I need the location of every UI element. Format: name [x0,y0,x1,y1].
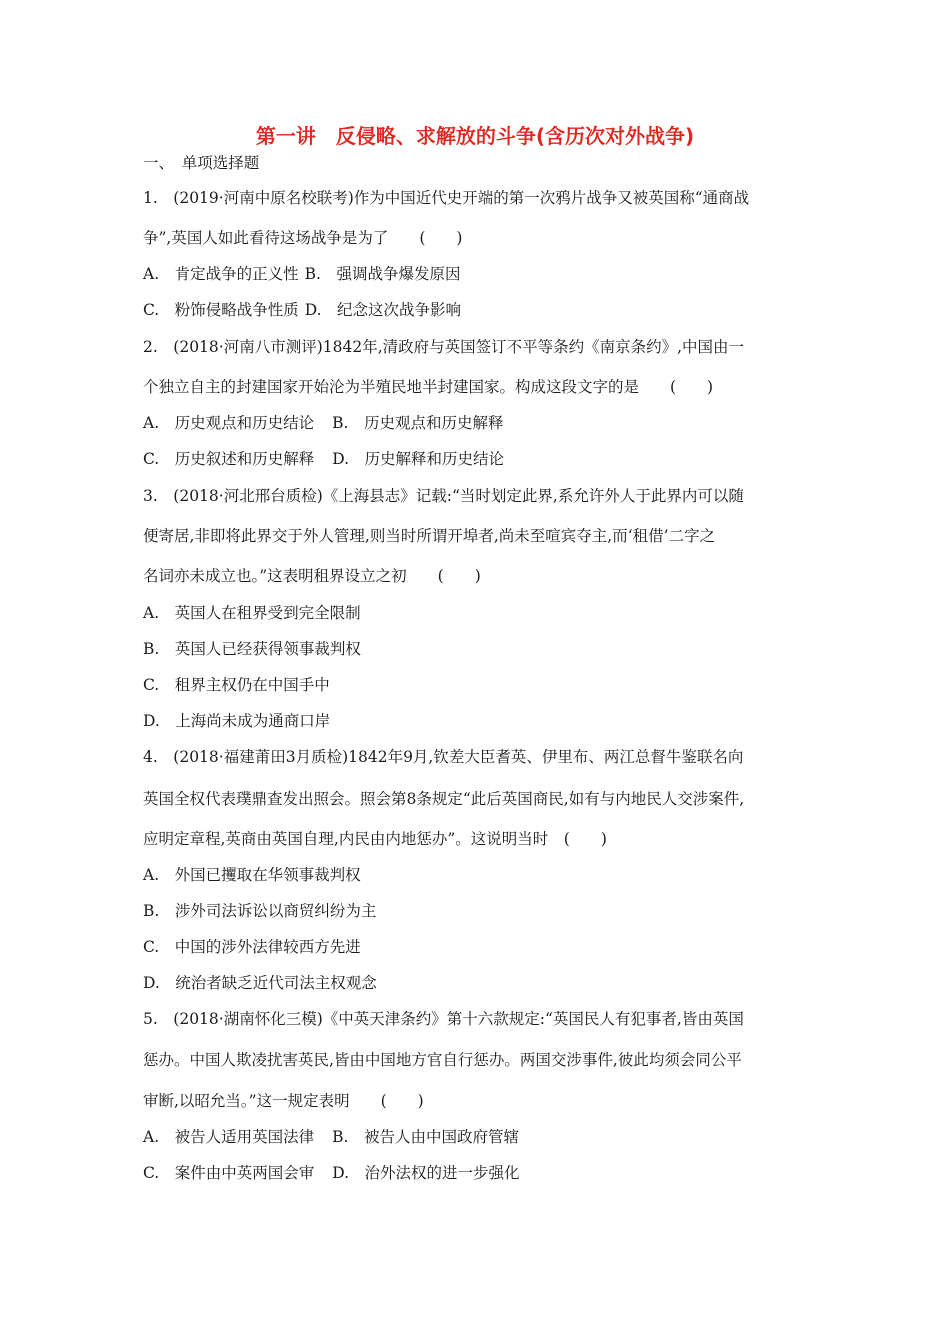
option-c: C. 粉饰侵略战争性质 [143,301,299,319]
question-text-line: 审断,以昭允当。”这一规定表明 ( ) [143,1092,424,1110]
option-b: B. 强调战争爆发原因 [304,265,461,283]
option-d: D. 纪念这次战争影响 [304,301,462,319]
option-line [143,1162,520,1184]
option-c: C. 租界主权仍在中国手中 [143,676,330,694]
option-b: B. 英国人已经获得领事裁判权 [143,640,361,658]
question-text-line: 3. (2018·河北邢台质检)《上海县志》记载:“当时划定此界,系允许外人于此界内可以随 [143,487,744,505]
option-line [143,448,504,470]
option-line [143,1126,519,1148]
question-text-line: 便寄居,非即将此界交于外人管理,则当时所谓开埠者,尚未至喧宾夺主,而‘租借’二字之 [143,527,716,545]
option-a: A. 被告人适用英国法律 [143,1128,315,1146]
question-text-line: 英国全权代表璞鼎查发出照会。照会第8条规定“此后英国商民,如有与内地民人交涉案件, [143,790,745,808]
option-b: B. 被告人由中国政府管辖 [332,1128,519,1146]
option-line [143,299,461,321]
option-a: A. 英国人在租界受到完全限制 [143,604,361,622]
question-text-line: 2. (2018·河南八市测评)1842年,清政府与英国签订不平等条约《南京条约》,中国由一 [143,338,745,356]
option-a: A. 外国已攫取在华领事裁判权 [143,866,361,884]
question-text-line: 1. (2019·河南中原名校联考)作为中国近代史开端的第一次鸦片战争又被英国称“通商战 [143,189,750,207]
question-text-line: 名词亦未成立也。”这表明租界设立之初 ( ) [143,567,481,585]
option-d: D. 上海尚未成为通商口岸 [143,712,331,730]
option-a: A. 肯定战争的正义性 [143,265,299,283]
question-text-line: 争”,英国人如此看待这场战争是为了 ( ) [143,229,463,247]
question-text-line: 个独立自主的封建国家开始沦为半殖民地半封建国家。构成这段文字的是 ( ) [143,378,714,396]
question-text-line: 4. (2018·福建莆田3月质检)1842年9月,钦差大臣耆英、伊里布、两江总督牛鉴联名向 [143,748,744,766]
option-d: D. 统治者缺乏近代司法主权观念 [143,974,377,992]
option-d: D. 历史解释和历史结论 [332,450,505,468]
question-text-line: 应明定章程,英商由英国自理,内民由内地惩办”。这说明当时 ( ) [143,830,607,848]
question-text-line: 5. (2018·湖南怀化三模)《中英天津条约》第十六款规定:“英国民人有犯事者,皆由英国 [143,1010,744,1028]
option-line [143,263,460,285]
option-b: B. 涉外司法诉讼以商贸纠纷为主 [143,902,377,920]
option-line [143,412,503,434]
page-title: 第一讲 反侵略、求解放的斗争(含历次对外战争) [255,124,695,148]
question-text-line: 惩办。中国人欺凌扰害英民,皆由中国地方官自行惩办。两国交涉事件,彼此均须会同公平 [143,1051,742,1069]
section-heading: 一、 单项选择题 [143,154,260,172]
option-c: C. 中国的涉外法律较西方先进 [143,938,361,956]
option-d: D. 治外法权的进一步强化 [332,1164,520,1182]
option-c: C. 案件由中英两国会审 [143,1164,315,1182]
option-c: C. 历史叙述和历史解释 [143,450,315,468]
option-a: A. 历史观点和历史结论 [143,414,315,432]
option-b: B. 历史观点和历史解释 [332,414,504,432]
